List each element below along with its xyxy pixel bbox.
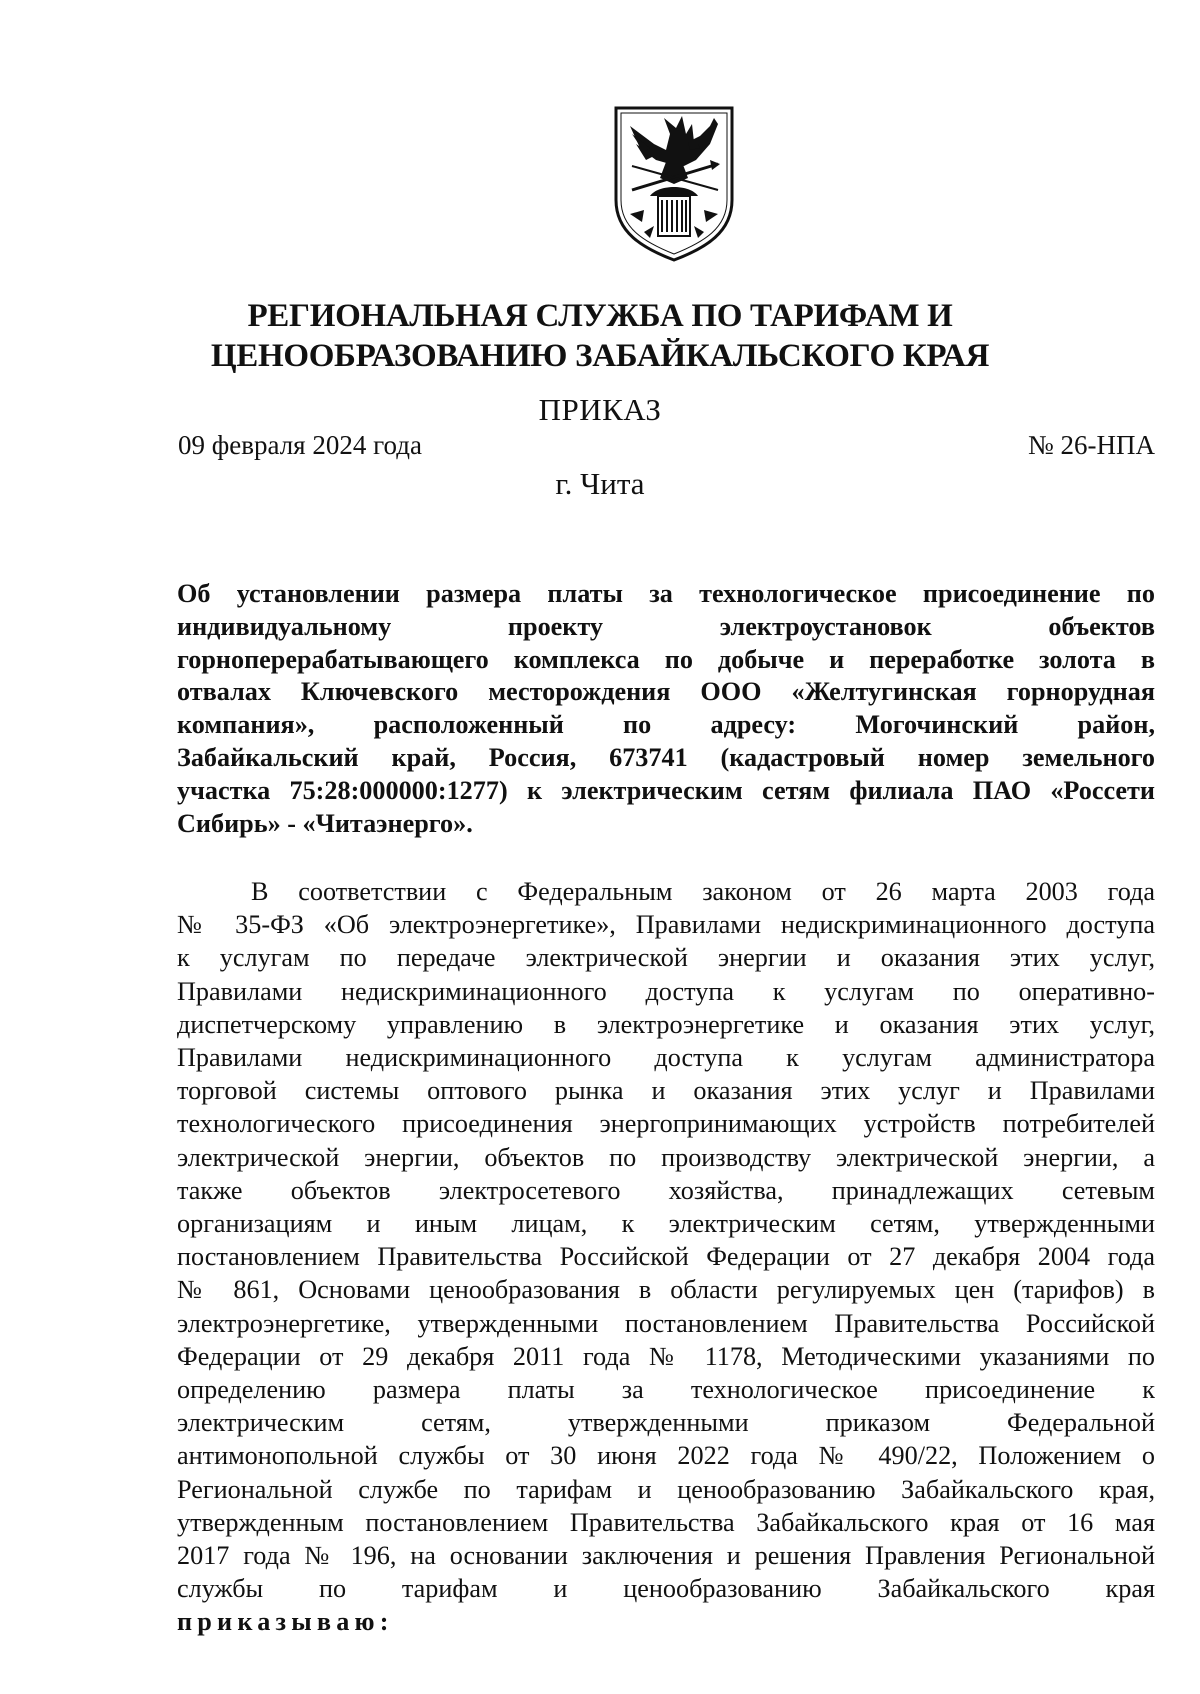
- body-line: № 861, Основами ценообразования в области регулируемых цен (тарифов) в: [177, 1275, 1155, 1305]
- body-line: антимонопольной службы от 30 июня 2022 года № 490/22, Положением о: [177, 1441, 1155, 1471]
- organization-title-line-1: РЕГИОНАЛЬНАЯ СЛУЖБА ПО ТАРИФАМ И: [247, 298, 953, 334]
- subject-line: Об установлении размера платы за технологическое присоединение по: [177, 579, 1155, 608]
- document-number: № 26-НПА: [1028, 430, 1155, 460]
- subject-line: участка 75:28:000000:1277) к электрическим сетям филиала ПАО «Россети: [177, 775, 1155, 805]
- document-type: ПРИКАЗ: [538, 392, 662, 427]
- subject-line: Забайкальский край, Россия, 673741 (кадастровый номер земельного: [177, 742, 1155, 772]
- order-preamble: [177, 875, 1155, 1639]
- decree-word: приказываю:: [177, 1607, 394, 1637]
- body-line: службы по тарифам и ценообразованию Забайкальского края: [177, 1574, 1155, 1604]
- subject-line: отвалах Ключевского месторождения ООО «Желтугинская горнорудная: [177, 677, 1155, 707]
- document-date: 09 февраля 2024 года: [178, 430, 422, 460]
- body-line: утвержденным постановлением Правительства Забайкальского края от 16 мая: [177, 1507, 1155, 1537]
- body-line: В соответствии с Федеральным законом от 26 марта 2003 года: [251, 877, 1155, 906]
- body-line: постановлением Правительства Российской Федерации от 27 декабря 2004 года: [177, 1242, 1155, 1272]
- body-line: торговой системы оптового рынка и оказания этих услуг и Правилами: [177, 1076, 1155, 1106]
- body-line: Региональной службе по тарифам и ценообразованию Забайкальского края,: [177, 1474, 1155, 1504]
- organization-title: [180, 296, 1020, 376]
- body-line: Правилами недискриминационного доступа к услугам администратора: [177, 1043, 1155, 1073]
- body-line: № 35-ФЗ «Об электроэнергетике», Правилами недискриминационного доступа: [177, 910, 1155, 940]
- body-line: Федерации от 29 декабря 2011 года № 1178, Методическими указаниями по: [177, 1341, 1155, 1371]
- organization-title-line-2: ЦЕНООБРАЗОВАНИЮ ЗАБАЙКАЛЬСКОГО КРАЯ: [210, 338, 990, 374]
- document-city: г. Чита: [555, 466, 645, 501]
- body-line: технологического присоединения энергопринимающих устройств потребителей: [177, 1109, 1155, 1139]
- subject-line: Сибирь» - «Читаэнерго».: [177, 808, 473, 838]
- body-line: Правилами недискриминационного доступа к услугам по оперативно-: [177, 976, 1155, 1006]
- body-line: также объектов электросетевого хозяйства, принадлежащих сетевым: [177, 1175, 1155, 1205]
- body-line: определению размера платы за технологическое присоединение к: [177, 1375, 1155, 1405]
- body-line: организациям и иным лицам, к электрическим сетям, утвержденными: [177, 1209, 1155, 1239]
- body-line: 2017 года № 196, на основании заключения и решения Правления Региональной: [177, 1541, 1155, 1571]
- body-line: электроэнергетике, утвержденными постановлением Правительства Российской: [177, 1308, 1155, 1338]
- order-subject: [177, 578, 1155, 840]
- body-line: диспетчерскому управлению в электроэнергетике и оказания этих услуг,: [177, 1009, 1155, 1039]
- subject-line: индивидуальному проекту электроустановок объектов: [177, 611, 1155, 641]
- body-line: электрическим сетям, утвержденными приказом Федеральной: [177, 1408, 1155, 1438]
- subject-line: компания», расположенный по адресу: Могочинский район,: [177, 710, 1155, 740]
- body-line: электрической энергии, объектов по производству электрической энергии, а: [177, 1142, 1155, 1172]
- body-line: к услугам по передаче электрической энергии и оказания этих услуг,: [177, 943, 1155, 973]
- coat-of-arms-icon: [610, 104, 738, 262]
- subject-line: горноперерабатывающего комплекса по добыче и переработке золота в: [177, 644, 1155, 674]
